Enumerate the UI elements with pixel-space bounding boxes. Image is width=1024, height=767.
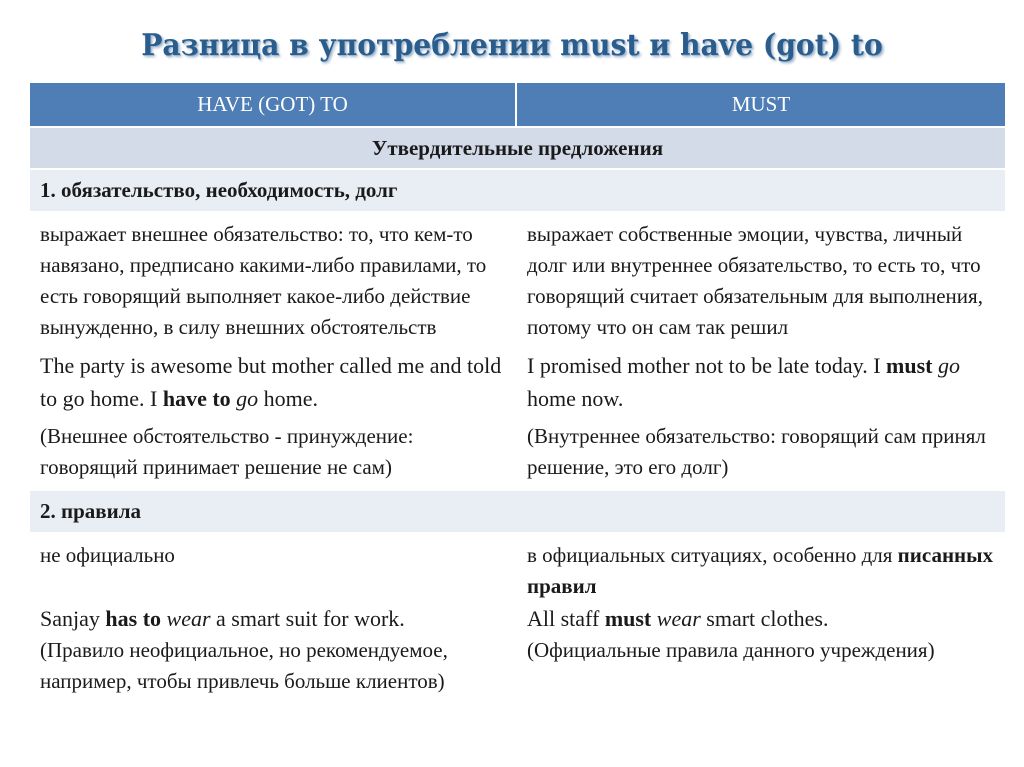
group1-right-example: [527, 349, 995, 415]
group2-left-description: не официально: [40, 543, 175, 567]
group2-left-example: [40, 602, 507, 635]
header-have-got-to: HAVE (GOT) TO: [30, 83, 517, 126]
example-verb: go: [236, 386, 259, 411]
group1-body: [30, 211, 1005, 489]
group2-left-note: (Правило неофициальное, но рекомендуемое, например, чтобы привлечь больше клиентов): [40, 638, 448, 693]
group2-body: [30, 532, 1005, 697]
group2-right-description: [527, 540, 995, 602]
section-affirmative: Утвердительные предложения: [30, 126, 1005, 168]
page-title: Разница в употреблении must и have (got) to: [141, 28, 883, 63]
example-text-end: smart clothes.: [700, 606, 829, 631]
example-modal: have to: [162, 386, 231, 411]
example-verb: go: [938, 353, 960, 378]
example-text: All staff: [527, 606, 605, 631]
example-verb: wear: [656, 606, 701, 631]
group1-left-example: [40, 349, 507, 415]
example-text: I promised mother not to be late today. I: [527, 353, 887, 378]
description-text: в официальных ситуациях, особенно для: [527, 543, 898, 567]
example-text-end: home now.: [527, 386, 624, 411]
group1-left-note: (Внешнее обстоятельство - принуждение: говорящий принимает решение не сам): [40, 424, 414, 479]
group2-left: [30, 540, 517, 697]
group1-left-description: выражает внешнее обязательство: то, что кем-то навязано, предписано какими-либо правилами, то есть говорящий выполняет какое-либо действие вынужденно, в силу внешних обстоятельств: [40, 222, 487, 339]
example-text-end: home.: [258, 386, 319, 411]
group1-right-note: (Внутреннее обязательство: говорящий сам принял решение, это его долг): [527, 424, 986, 479]
example-text: Sanjay: [40, 606, 106, 631]
example-text-end: a smart suit for work.: [210, 606, 405, 631]
group2-right-example: [527, 602, 995, 635]
example-modal: has to: [105, 606, 162, 631]
comparison-table: [30, 83, 1005, 697]
group2-right: [517, 540, 1005, 697]
description-bold: писанных правил: [527, 543, 994, 598]
group2-heading: 2. правила: [30, 489, 1005, 532]
example-modal: must: [886, 353, 933, 378]
header-must: MUST: [731, 92, 791, 116]
example-modal: must: [604, 606, 652, 631]
example-verb: wear: [166, 606, 211, 631]
group2-right-note: (Официальные правила данного учреждения): [527, 638, 935, 662]
table-header-row: [30, 83, 1005, 126]
group1-heading: 1. обязательство, необходимость, долг: [30, 168, 1005, 211]
group1-right: [517, 219, 1005, 483]
group1-left: [30, 219, 517, 483]
group1-right-description: выражает собственные эмоции, чувства, личный долг или внутреннее обязательство, то есть то, что говорящий считает обязательным для выполнения, потому что он сам так решил: [527, 222, 983, 339]
example-text: The party is awesome but mother called me and told to go home. I: [40, 353, 502, 411]
